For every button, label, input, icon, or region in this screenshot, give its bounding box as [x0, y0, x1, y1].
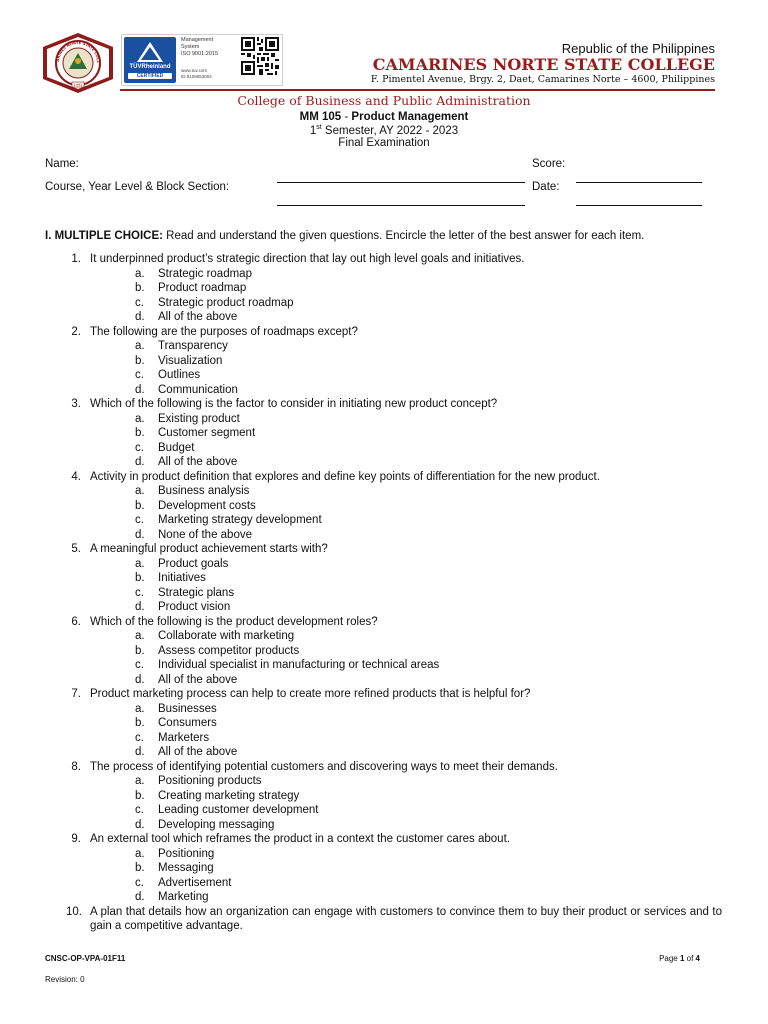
option-text: Leading customer development — [158, 804, 319, 816]
score-field-line[interactable] — [576, 182, 702, 183]
option-text: All of the above — [158, 746, 238, 758]
course-year-block-label: Course, Year Level & Block Section: — [45, 181, 230, 193]
option-letter[interactable]: b. — [135, 427, 145, 439]
option-text: Customer segment — [158, 427, 256, 439]
college-seal-logo — [39, 31, 117, 95]
option-letter[interactable]: c. — [135, 876, 144, 889]
option-text: Visualization — [158, 354, 223, 367]
option-text: Initiatives — [158, 572, 206, 584]
page-prefix: Page — [659, 954, 680, 963]
question-number: 7. — [71, 688, 81, 700]
option-letter[interactable]: c. — [135, 731, 144, 744]
exam-title: Final Examination — [338, 137, 430, 149]
option-letter[interactable]: b. — [135, 789, 145, 802]
option-text: Communication — [158, 383, 238, 396]
question-text: The process of identifying potential customers and discovering ways to meet their demands. — [90, 760, 558, 773]
question-item — [66, 542, 722, 557]
tuv-brand: TÜVRheinland — [129, 64, 171, 70]
option-text: Marketing — [158, 891, 209, 903]
question-item — [66, 470, 722, 485]
qr-code-icon — [241, 37, 279, 75]
option-text: Outlines — [158, 369, 201, 381]
revision-text: Revision: 0 — [45, 975, 85, 984]
section-instructions — [45, 230, 644, 242]
option-letter[interactable]: d. — [135, 673, 145, 686]
option-text: Marketing strategy development — [158, 514, 322, 526]
option-letter[interactable]: a. — [135, 267, 145, 280]
option-letter[interactable]: a. — [135, 702, 145, 715]
course-code: MM 105 — [299, 111, 342, 123]
option-letter[interactable]: a. — [135, 340, 145, 352]
name-label: Name: — [45, 158, 79, 170]
option-letter[interactable]: c. — [135, 369, 144, 381]
question-text: A meaningful product achievement starts with? — [90, 543, 328, 555]
question-number: 8. — [71, 760, 81, 773]
option-letter[interactable]: a. — [135, 412, 145, 425]
ms-line-1: Management — [181, 37, 214, 43]
option-text: Product vision — [158, 601, 231, 613]
question-number: 9. — [71, 833, 81, 845]
question-text: A plan that details how an organization can engage with customers to convince them to buy their product or services and to gain a competitive advantage. — [90, 905, 722, 932]
option-letter[interactable]: b. — [135, 572, 145, 584]
option-text: Businesses — [158, 702, 217, 715]
option-letter[interactable]: d. — [135, 818, 145, 831]
option-letter[interactable]: d. — [135, 383, 145, 396]
option-letter[interactable]: a. — [135, 630, 145, 642]
question-number: 2. — [71, 325, 81, 338]
option-letter[interactable]: c. — [135, 586, 144, 599]
option-letter[interactable]: d. — [135, 601, 145, 613]
iso-certification-badge — [121, 34, 283, 86]
option-letter[interactable]: a. — [135, 485, 145, 497]
option-text: Product roadmap — [158, 282, 247, 294]
question-number: 1. — [71, 253, 81, 265]
option-letter[interactable]: a. — [135, 847, 145, 860]
option-text: All of the above — [158, 311, 238, 323]
question-text: Activity in product definition that explores and define key points of differentiation for the new product. — [90, 470, 600, 483]
question-text: An external tool which reframes the product in a context the customer cares about. — [90, 833, 510, 845]
question-text: Product marketing process can help to create more refined products that is helpful for? — [90, 688, 531, 700]
question-number: 6. — [71, 615, 81, 628]
option-text: Advertisement — [158, 876, 232, 889]
option-letter[interactable]: b. — [135, 644, 145, 657]
instruction-text: Read and understand the given questions. Encircle the letter of the best answer for each item. — [162, 230, 645, 242]
question-item — [66, 760, 722, 775]
college-address: F. Pimentel Avenue, Brgy. 2, Daet, Camarines Norte – 4600, Philippines — [370, 74, 715, 85]
option-letter[interactable]: c. — [135, 441, 144, 454]
option-letter[interactable]: b. — [135, 282, 145, 294]
name-field-line[interactable] — [277, 182, 525, 183]
option-letter[interactable]: c. — [135, 296, 144, 309]
cert-web-line-2: ID 9108653004 — [181, 74, 212, 79]
option-letter[interactable]: c. — [135, 514, 144, 526]
course-separator: - — [341, 111, 352, 123]
college-department: College of Business and Public Administration — [237, 93, 531, 108]
certified-badge: CERTIFIED — [128, 73, 172, 79]
question-number: 3. — [71, 398, 81, 410]
ms-line-2: System — [181, 44, 200, 50]
course-field-line[interactable] — [277, 205, 525, 206]
option-text: Messaging — [158, 862, 214, 874]
option-letter[interactable]: b. — [135, 354, 145, 367]
option-text: Individual specialist in manufacturing or technical areas — [158, 659, 440, 671]
question-item — [66, 832, 722, 847]
page-of: of — [684, 954, 696, 963]
question-item — [66, 615, 722, 630]
option-text: Transparency — [158, 340, 228, 352]
ms-line-3: ISO 9001:2015 — [181, 51, 219, 57]
date-field-line[interactable] — [576, 205, 702, 206]
question-text: It underpinned product’s strategic direction that lay out high level goals and initiatives. — [90, 253, 525, 265]
option-letter[interactable]: a. — [135, 557, 145, 570]
option-text: Developing messaging — [158, 818, 275, 831]
option-letter[interactable]: d. — [135, 456, 145, 468]
option-letter[interactable]: d. — [135, 746, 145, 758]
option-letter[interactable]: a. — [135, 775, 145, 787]
option-letter[interactable]: d. — [135, 311, 145, 323]
option-text: Development costs — [158, 499, 256, 512]
semester-suffix: st — [316, 124, 322, 131]
page-total: 4 — [695, 954, 700, 963]
seal-year: 1992 — [73, 83, 83, 87]
option-letter[interactable]: b. — [135, 717, 145, 729]
cert-web-line-1: www.tuv.com — [181, 68, 208, 73]
course-name: Product Management — [351, 111, 469, 123]
option-letter[interactable]: d. — [135, 528, 145, 541]
option-letter[interactable]: d. — [135, 891, 145, 903]
page-current: 1 — [679, 954, 685, 963]
course-title — [0, 111, 768, 123]
question-item — [66, 687, 722, 702]
date-label: Date: — [532, 181, 560, 193]
option-text: None of the above — [158, 528, 252, 541]
semester-text: Semester, AY 2022 - 2023 — [321, 124, 459, 137]
question-text: Which of the following is the product development roles? — [90, 615, 378, 628]
tuv-triangle-icon — [136, 41, 164, 63]
question-item — [66, 905, 722, 934]
section-heading: I. MULTIPLE CHOICE: — [45, 230, 163, 242]
option-text: Consumers — [158, 717, 217, 729]
option-text: Positioning — [158, 847, 215, 860]
option-text: Existing product — [158, 412, 240, 425]
option-text: Collaborate with marketing — [158, 630, 295, 642]
option-text: Positioning products — [158, 775, 262, 787]
option-text: Product goals — [158, 557, 229, 570]
option-letter[interactable]: c. — [135, 804, 144, 816]
option-text: All of the above — [158, 673, 238, 686]
question-number: 4. — [71, 470, 81, 483]
question-item — [66, 325, 722, 340]
option-text: Marketers — [158, 731, 210, 744]
option-text: Strategic plans — [158, 586, 235, 599]
question-text: Which of the following is the factor to consider in initiating new product concept? — [90, 398, 498, 410]
option-letter[interactable]: b. — [135, 862, 145, 874]
republic-text: Republic of the Philippines — [561, 41, 715, 56]
cert-web-text — [181, 68, 212, 80]
tuv-logo — [124, 37, 176, 83]
semester-number: 1 — [309, 124, 317, 137]
semester-line — [0, 124, 768, 137]
option-letter[interactable]: c. — [135, 659, 144, 671]
management-system-text — [181, 37, 218, 58]
question-number: 5. — [71, 543, 81, 555]
option-text: Assess competitor products — [158, 644, 300, 657]
question-item — [66, 252, 722, 267]
page-number — [659, 954, 700, 963]
option-text: Creating marketing strategy — [158, 789, 300, 802]
option-text: Strategic roadmap — [158, 267, 252, 280]
header-divider — [120, 89, 715, 91]
question-number: 10. — [66, 905, 82, 918]
seal-text: ARINES NORTE STATE COLL — [55, 39, 102, 64]
option-text: All of the above — [158, 456, 238, 468]
score-label: Score: — [532, 158, 566, 170]
question-text: The following are the purposes of roadmaps except? — [90, 325, 358, 338]
college-name: CAMARINES NORTE STATE COLLEGE — [372, 55, 715, 74]
option-text: Budget — [158, 441, 195, 454]
question-item — [66, 397, 722, 412]
document-code: CNSC-OP-VPA-01F11 — [45, 954, 126, 963]
option-text: Business analysis — [158, 485, 250, 497]
option-text: Strategic product roadmap — [158, 296, 294, 309]
option-letter[interactable]: b. — [135, 499, 145, 512]
